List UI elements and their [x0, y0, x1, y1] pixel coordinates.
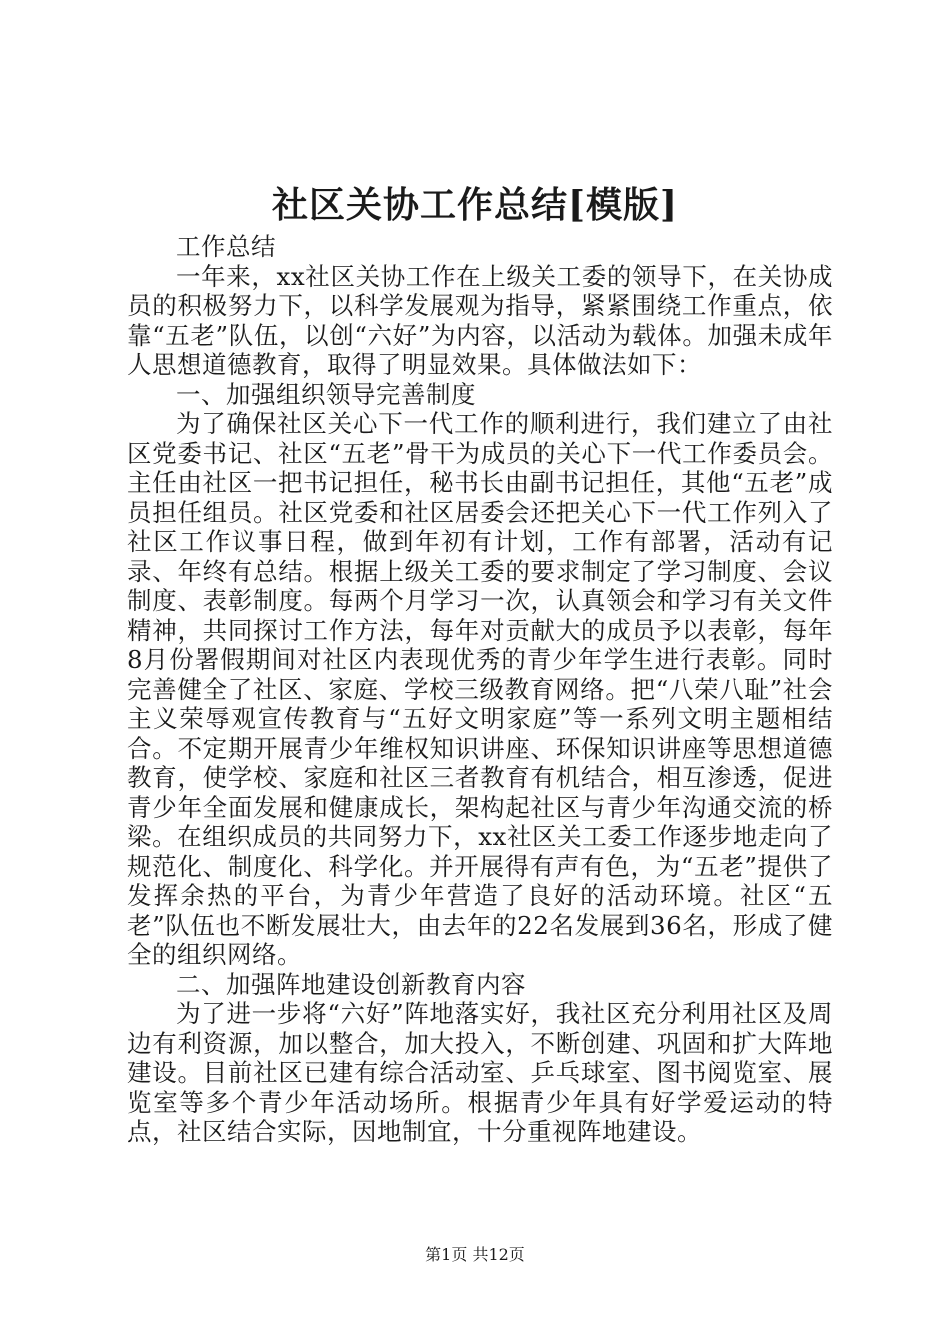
body-paragraph-2: 为了进一步将“六好”阵地落实好，我社区充分利用社区及周边有利资源，加以整合，加大投入，不断创建、巩固和扩大阵地建设。目前社区已建有综合活动室、乒乓球室、图书阅览室、展览室等多个青少年活动场所。根据青少年具有好学爱运动的特点，社区结合实际，因地制宜，十分重视阵地建设。: [127, 999, 833, 1146]
section-heading-2: 二、加强阵地建设创新教育内容: [176, 969, 526, 999]
body-paragraph-1: 为了确保社区关心下一代工作的顺利进行，我们建立了由社区党委书记、社区“五老”骨干为成员的关心下一代工作委员会。主任由社区一把书记担任，秘书长由副书记担任，其他“五老”成员担任组员。社区党委和社区居委会还把关心下一代工作列入了社区工作议事日程，做到年初有计划，工作有部署，活动有记录、年终有总结。根据上级关工委的要求制定了学习制度、会议制度、表彰制度。每两个月学习一次，认真领会和学习有关文件精神，共同探讨工作方法，每年对贡献大的成员予以表彰，每年8月份署假期间对社区内表现优秀的青少年学生进行表彰。同时完善健全了社区、家庭、学校三级教育网络。把“八荣八耻”社会主义荣辱观宣传教育与“五好文明家庭”等一系列文明主题相结合。不定期开展青少年维权知识讲座、环保知识讲座等思想道德教育，使学校、家庭和社区三者教育有机结合，相互渗透，促进青少年全面发展和健康成长，架构起社区与青少年沟通交流的桥梁。在组织成员的共同努力下，xx社区关工委工作逐步地走向了规范化、制度化、科学化。并开展得有声有色，为“五老”提供了发挥余热的平台，为青少年营造了良好的活动环境。社区“五老”队伍也不断发展壮大，由去年的22名发展到36名，形成了健全的组织网络。: [127, 409, 833, 969]
section-heading-1: 一、加强组织领导完善制度: [176, 379, 476, 409]
page-footer: [0, 1244, 950, 1266]
page-number: 第1页 共12页: [425, 1245, 525, 1264]
document-body: [127, 232, 833, 1147]
section-label: 工作总结: [176, 232, 276, 261]
document-title: 社区关协工作总结[模版]: [271, 184, 679, 226]
intro-paragraph: 一年来，xx社区关协工作在上级关工委的领导下，在关协成员的积极努力下，以科学发展观为指导，紧紧围绕工作重点，依靠“五老”队伍，以创“六好”为内容，以活动为载体。加强未成年人思想道德教育，取得了明显效果。具体做法如下：: [127, 261, 833, 379]
